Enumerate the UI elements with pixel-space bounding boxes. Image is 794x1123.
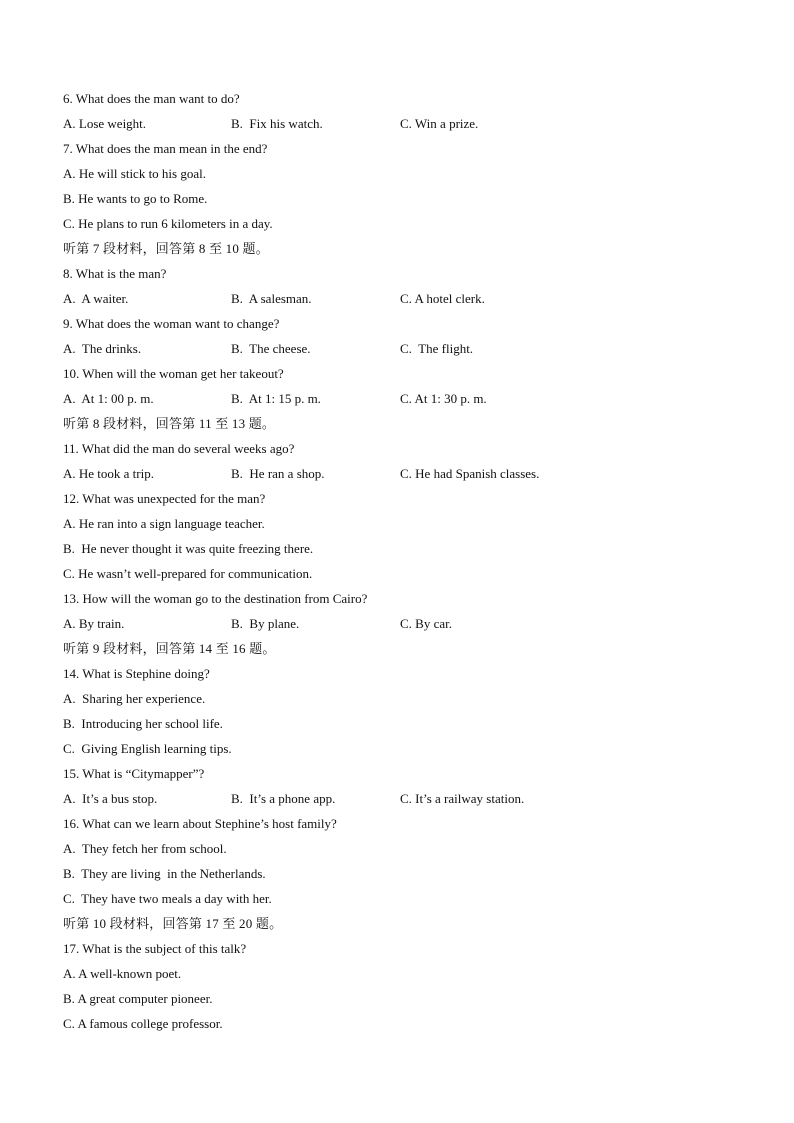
option-b: B. By plane. xyxy=(231,616,300,631)
question-13: 13. How will the woman go to the destination from Cairo? xyxy=(63,591,368,606)
question-8: 8. What is the man? xyxy=(63,266,167,281)
question-9-options xyxy=(63,339,743,364)
option-b: B. A salesman. xyxy=(231,291,312,306)
question-10: 10. When will the woman get her takeout? xyxy=(63,366,284,381)
question-17: 17. What is the subject of this talk? xyxy=(63,941,247,956)
option-a: A. It’s a bus stop. xyxy=(63,791,158,806)
option-b: B. At 1: 15 p. m. xyxy=(231,391,321,406)
option-b: B. A great computer pioneer. xyxy=(63,991,213,1006)
question-11-options xyxy=(63,464,743,489)
option-a: A. A waiter. xyxy=(63,291,129,306)
option-c: C. He plans to run 6 kilometers in a day. xyxy=(63,216,273,231)
option-b: B. Introducing her school life. xyxy=(63,716,223,731)
question-8-options xyxy=(63,289,743,314)
option-b: B. Fix his watch. xyxy=(231,116,323,131)
question-7: 7. What does the man mean in the end? xyxy=(63,141,268,156)
listening-questions xyxy=(63,89,743,1039)
option-c: C. They have two meals a day with her. xyxy=(63,891,272,906)
question-9: 9. What does the woman want to change? xyxy=(63,316,280,331)
question-14: 14. What is Stephine doing? xyxy=(63,666,210,681)
option-c: C. It’s a railway station. xyxy=(400,791,525,806)
option-c: C. A famous college professor. xyxy=(63,1016,223,1031)
question-16: 16. What can we learn about Stephine’s host family? xyxy=(63,816,337,831)
option-b: B. He wants to go to Rome. xyxy=(63,191,208,206)
option-c: C. By car. xyxy=(400,616,452,631)
option-b: B. He ran a shop. xyxy=(231,466,325,481)
option-c: C. At 1: 30 p. m. xyxy=(400,391,487,406)
question-13-options xyxy=(63,614,743,639)
option-a: A. He will stick to his goal. xyxy=(63,166,206,181)
question-10-options xyxy=(63,389,743,414)
question-6-options xyxy=(63,114,743,139)
option-c: C. Win a prize. xyxy=(400,116,479,131)
section-heading-10: 听第 10 段材料，回答第 17 至 20 题。 xyxy=(63,916,283,931)
question-15-options xyxy=(63,789,743,814)
option-b: B. It’s a phone app. xyxy=(231,791,336,806)
section-heading-7: 听第 7 段材料，回答第 8 至 10 题。 xyxy=(63,241,269,256)
question-15: 15. What is “Citymapper”? xyxy=(63,766,205,781)
option-b: B. The cheese. xyxy=(231,341,311,356)
option-a: A. At 1: 00 p. m. xyxy=(63,391,154,406)
option-b: B. They are living in the Netherlands. xyxy=(63,866,266,881)
question-6: 6. What does the man want to do? xyxy=(63,91,240,106)
option-a: A. He took a trip. xyxy=(63,466,154,481)
option-c: C. The flight. xyxy=(400,341,474,356)
option-a: A. Sharing her experience. xyxy=(63,691,206,706)
section-heading-9: 听第 9 段材料，回答第 14 至 16 题。 xyxy=(63,641,276,656)
question-11: 11. What did the man do several weeks ago? xyxy=(63,441,295,456)
section-heading-8: 听第 8 段材料，回答第 11 至 13 题。 xyxy=(63,416,276,431)
option-c: C. A hotel clerk. xyxy=(400,291,485,306)
option-c: C. He had Spanish classes. xyxy=(400,466,540,481)
option-a: A. They fetch her from school. xyxy=(63,841,227,856)
option-a: A. Lose weight. xyxy=(63,116,147,131)
option-a: A. The drinks. xyxy=(63,341,142,356)
option-a: A. He ran into a sign language teacher. xyxy=(63,516,265,531)
question-12: 12. What was unexpected for the man? xyxy=(63,491,266,506)
option-b: B. He never thought it was quite freezing there. xyxy=(63,541,314,556)
option-c: C. He wasn’t well-prepared for communication. xyxy=(63,566,313,581)
option-a: A. By train. xyxy=(63,616,125,631)
option-a: A. A well-known poet. xyxy=(63,966,182,981)
option-c: C. Giving English learning tips. xyxy=(63,741,232,756)
